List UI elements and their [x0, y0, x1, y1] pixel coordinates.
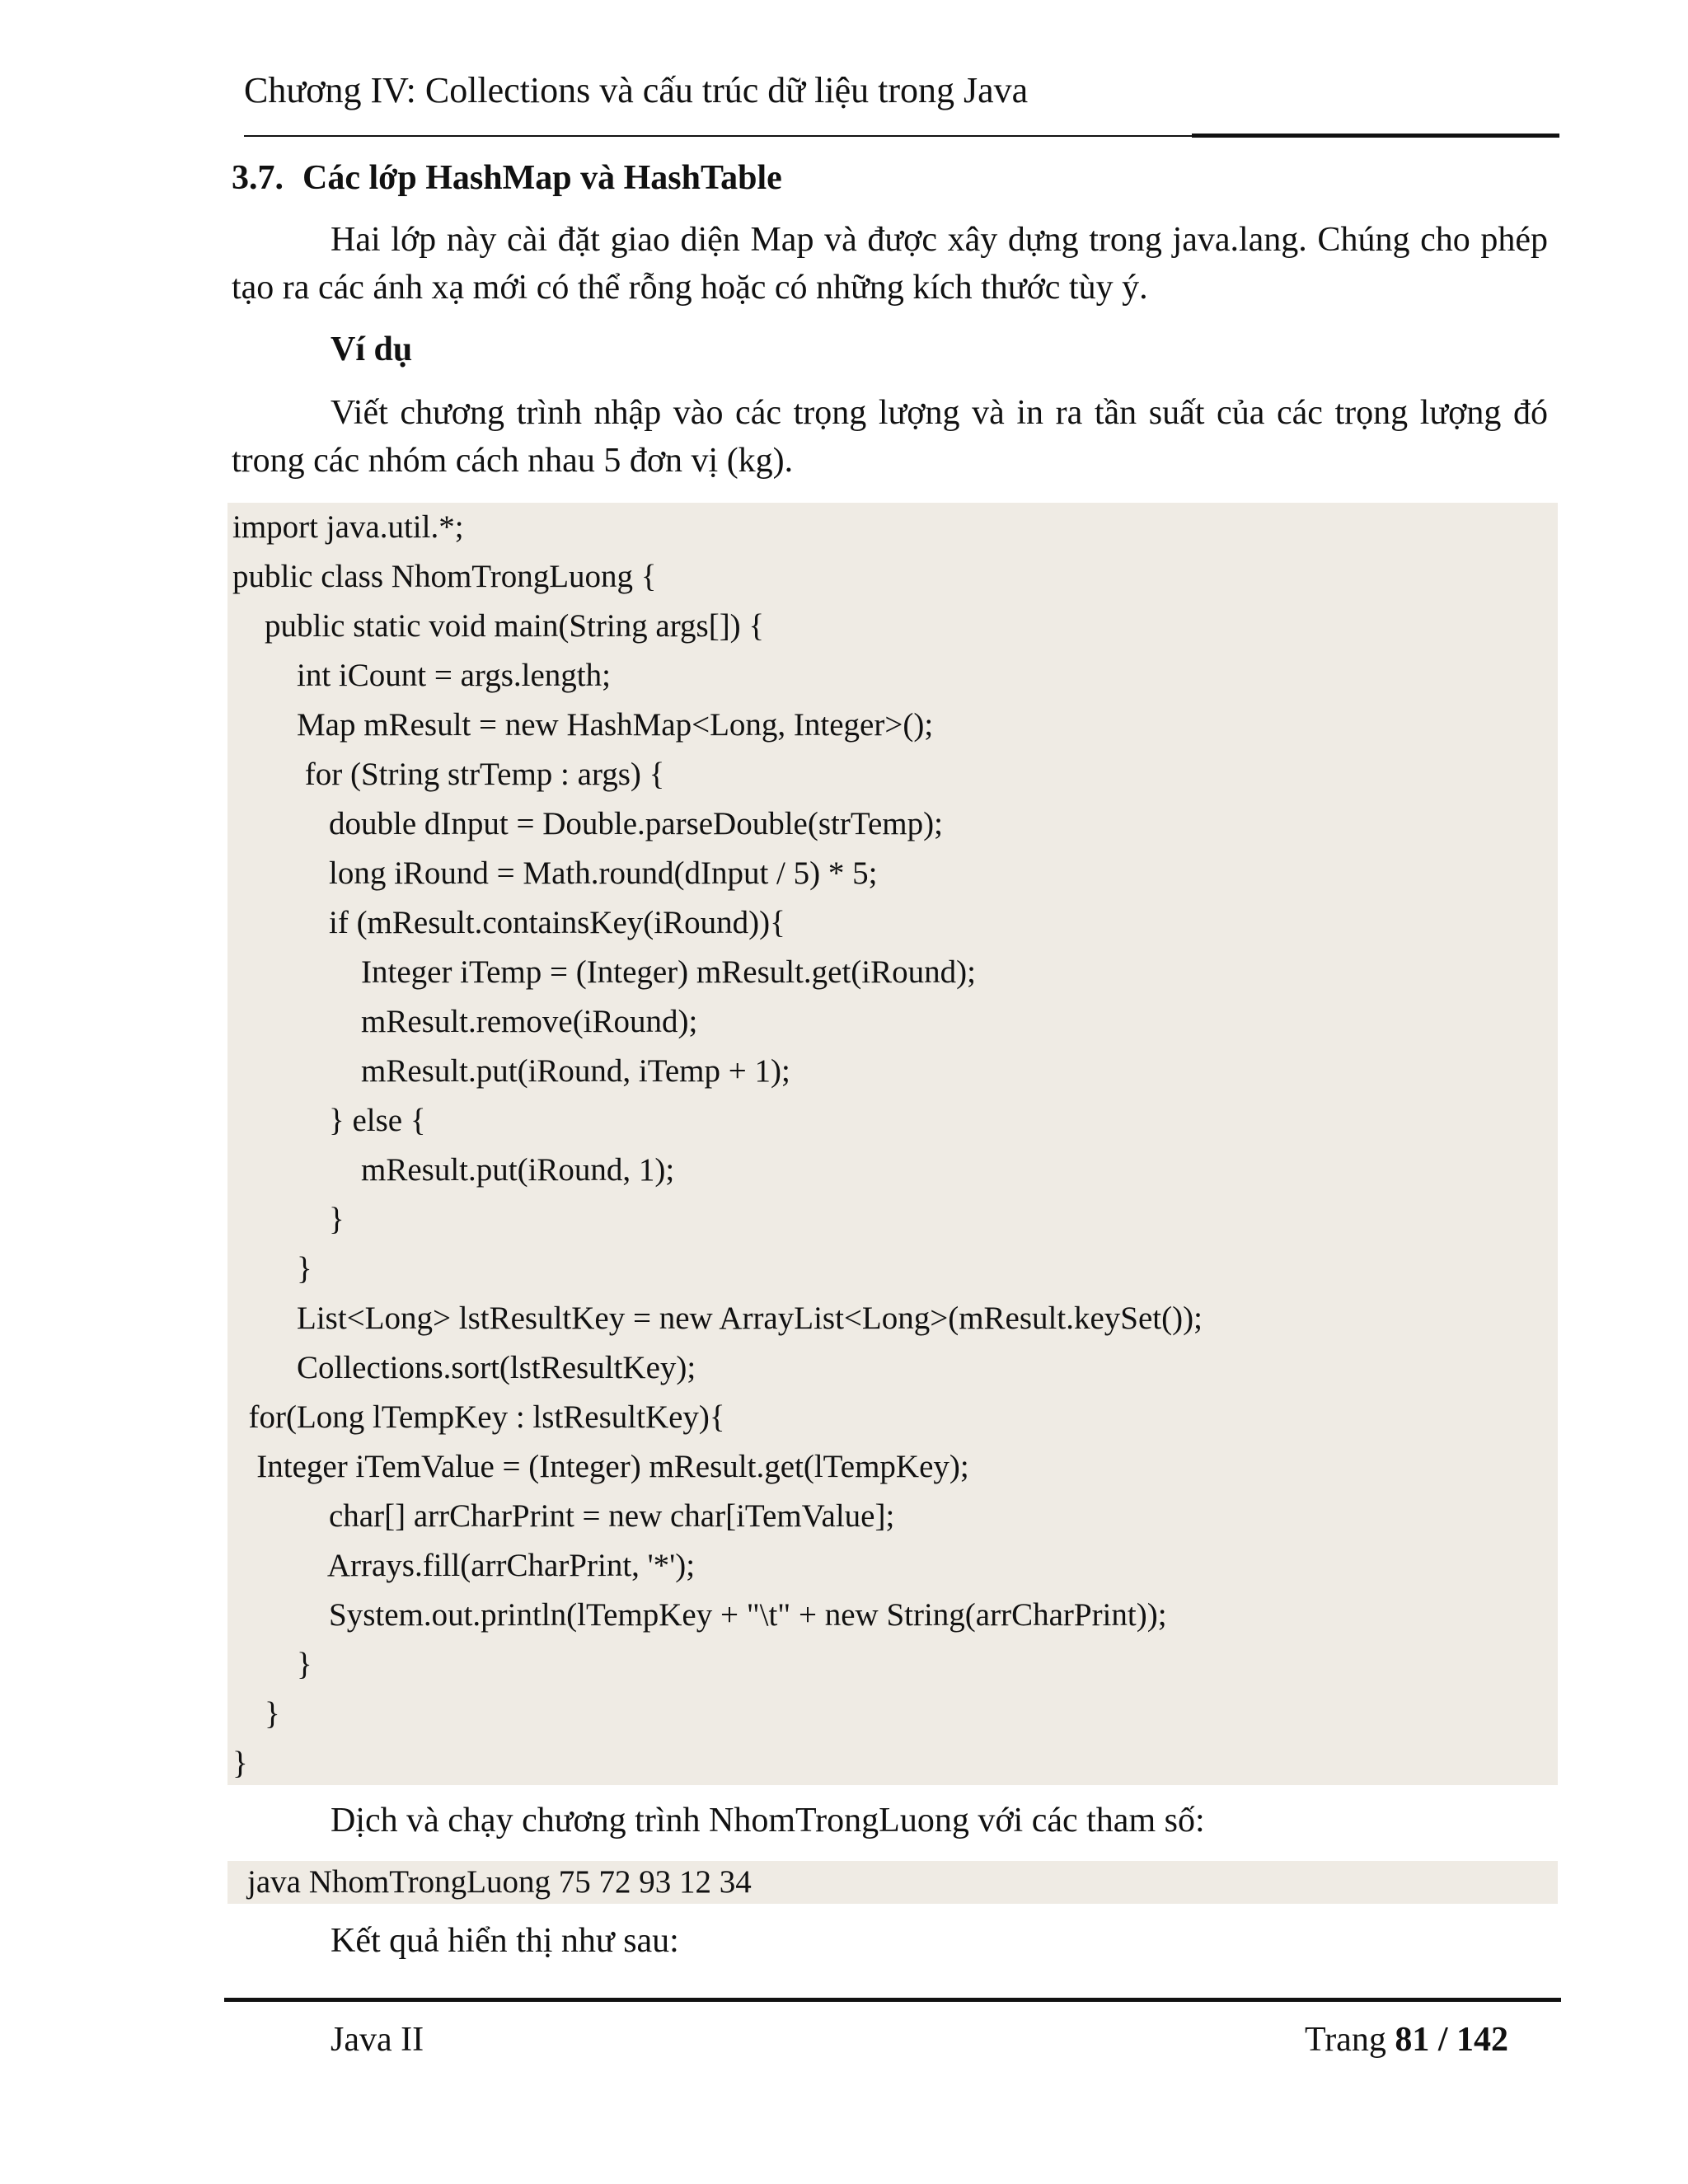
code-line: }	[232, 1647, 312, 1682]
code-line: Arrays.fill(arrCharPrint, '*');	[232, 1548, 696, 1583]
header-divider-accent	[1192, 134, 1559, 138]
code-line: System.out.println(lTempKey + "\t" + new String(arrCharPrint));	[232, 1597, 1167, 1633]
code-line: long iRound = Math.round(dInput / 5) * 5;	[232, 855, 878, 891]
code-line: for (String strTemp : args) {	[232, 757, 665, 792]
section-heading	[232, 155, 782, 201]
code-line: Integer iTemValue = (Integer) mResult.get(lTempKey);	[232, 1449, 969, 1484]
page-number	[1286, 2016, 1508, 2064]
code-line: double dInput = Double.parseDouble(strTemp);	[232, 806, 943, 841]
example-description	[232, 389, 1548, 485]
intro-text: Hai lớp này cài đặt giao diện Map và được xây dựng trong java.lang. Chúng cho phép tạo ra các ánh xạ mới có thể rỗng hoặc có những kích thước tùy ý.	[232, 221, 1548, 307]
code-line: int iCount = args.length;	[232, 658, 611, 693]
code-line: Integer iTemp = (Integer) mResult.get(iRound);	[232, 954, 976, 990]
footer-course: Java II	[331, 2021, 424, 2059]
page-separator: /	[1437, 2021, 1448, 2059]
example-label: Ví dụ	[331, 330, 413, 368]
code-line: import java.util.*;	[232, 509, 464, 545]
code-line: char[] arrCharPrint = new char[iTemValue];	[232, 1498, 895, 1534]
code-line: }	[232, 1202, 345, 1237]
intro-paragraph	[232, 216, 1548, 312]
code-line: }	[232, 1746, 248, 1781]
example-description-text: Viết chương trình nhập vào các trọng lượng và in ra tần suất của các trọng lượng đó trong các nhóm cách nhau 5 đơn vị (kg).	[232, 394, 1548, 480]
command-line: java NhomTrongLuong 75 72 93 12 34	[247, 1864, 752, 1900]
section-title: Các lớp HashMap và HashTable	[302, 159, 782, 197]
header-divider	[244, 135, 1192, 137]
code-line: Map mResult = new HashMap<Long, Integer>();	[232, 707, 934, 743]
code-line: List<Long> lstResultKey = new ArrayList<Long>(mResult.keySet());	[232, 1301, 1203, 1336]
code-line: }	[232, 1251, 312, 1286]
code-line: public class NhomTrongLuong {	[232, 559, 657, 594]
code-line: mResult.put(iRound, 1);	[232, 1152, 675, 1188]
chapter-title: Chương IV: Collections và cấu trúc dữ liệu trong Java	[244, 70, 1029, 110]
code-block	[227, 503, 1558, 1785]
page-prefix: Trang	[1305, 2021, 1386, 2059]
code-line: if (mResult.containsKey(iRound)){	[232, 905, 785, 940]
code-line: }	[232, 1696, 280, 1732]
page-total: 142	[1456, 2021, 1508, 2059]
code-line: } else {	[232, 1103, 426, 1138]
code-line: mResult.remove(iRound);	[232, 1004, 698, 1039]
footer-divider	[224, 1998, 1561, 2002]
code-line: mResult.put(iRound, iTemp + 1);	[232, 1053, 790, 1089]
run-instruction: Dịch và chạy chương trình NhomTrongLuong với các tham số:	[331, 1802, 1205, 1840]
page-current: 81	[1395, 2021, 1430, 2059]
command-block	[227, 1861, 1558, 1904]
code-line: for(Long lTempKey : lstResultKey){	[232, 1399, 725, 1435]
code-line: public static void main(String args[]) {	[232, 608, 765, 644]
code-line: Collections.sort(lstResultKey);	[232, 1350, 696, 1385]
result-label: Kết quả hiển thị như sau:	[331, 1922, 679, 1960]
section-number: 3.7.	[232, 159, 284, 197]
